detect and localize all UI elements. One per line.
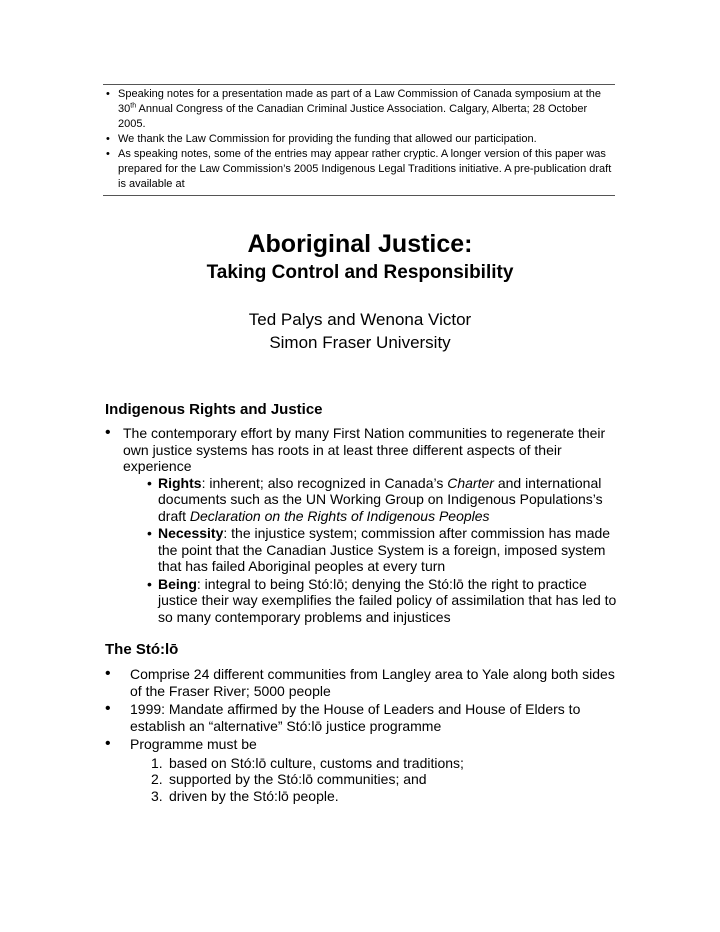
author-affiliation: Simon Fraser University — [269, 333, 451, 352]
list-item: • The contemporary effort by many First Nation communities to regenerate their own justice systems has roots in at least three different aspects of their experience — [105, 424, 606, 474]
list-item: • Programme must be — [105, 735, 257, 752]
bullet-icon: • — [106, 148, 110, 160]
title-block — [0, 228, 720, 286]
bullet-icon: • — [105, 424, 111, 441]
author-names: Ted Palys and Wenona Victor — [248, 310, 472, 329]
list-item: • 1999: Mandate affirmed by the House of Leaders and House of Elders to establish an “alternative” Stó:lō justice programme — [105, 700, 581, 734]
section-heading-stolo: The Stó:lō — [105, 641, 179, 658]
list-item: • Comprise 24 different communities from Langley area to Yale along both sides of the Fraser River; 5000 people — [105, 665, 615, 699]
numbered-item: 3. driven by the Stó:lō people. — [151, 787, 339, 804]
document-title: Aboriginal Justice: — [247, 230, 473, 258]
document-subtitle: Taking Control and Responsibility — [206, 262, 514, 283]
section-stolo-body — [105, 666, 625, 804]
bullet-icon: • — [147, 575, 152, 592]
bullet-icon: • — [105, 735, 111, 752]
numbered-item: 2. supported by the Stó:lō communities; and — [151, 771, 427, 787]
note-item: • We thank the Law Commission for providing the funding that allowed our participation. — [106, 133, 537, 145]
bullet-icon: • — [106, 88, 110, 100]
list-item-rights: • Rights: inherent; also recognized in Canada’s Charter and international documents such as the UN Working Group on Indigenous Populations’s draft Declaration on the Rights of Indigenous Peoples — [147, 474, 603, 524]
bullet-icon: • — [147, 474, 152, 491]
footnote-notes — [103, 84, 615, 196]
bullet-icon: • — [147, 525, 152, 541]
bullet-icon: • — [106, 133, 110, 145]
bullet-icon: • — [105, 665, 111, 682]
authors-block — [0, 308, 720, 354]
section-heading-rights: Indigenous Rights and Justice — [105, 401, 323, 418]
list-item-being: • Being: integral to being Stó:lō; denying the Stó:lō the right to practice justice their way exemplifies the failed policy of assimilation that has led to so many contemporary problems and injustices — [147, 575, 617, 625]
list-item-necessity: • Necessity: the injustice system; commission after commission has made the point that the Canadian Justice System is a foreign, imposed system that has failed Aboriginal peoples at every turn — [147, 525, 611, 574]
section-rights-body — [105, 425, 625, 625]
numbered-item: 1. based on Stó:lō culture, customs and traditions; — [151, 754, 464, 771]
bullet-icon: • — [105, 700, 111, 717]
note-item: • Speaking notes for a presentation made as part of a Law Commission of Canada symposium at the 30th Annual Congress of the Canadian Criminal Justice Association. Calgary, Alberta; 28 October 2005. — [106, 88, 602, 130]
note-item: • As speaking notes, some of the entries may appear rather cryptic. A longer version of this paper was prepared for the Law Commission’s 2005 Indigenous Legal Traditions initiative. A pre-publication draft is available at — [106, 148, 612, 190]
